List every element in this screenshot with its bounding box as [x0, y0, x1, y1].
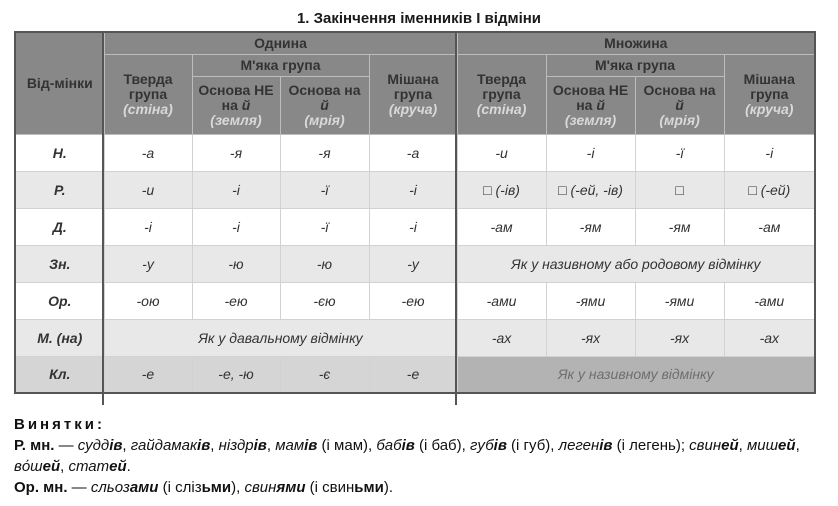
word-ending: ей [721, 437, 739, 454]
merged-note-cell: Як у називному відмінку [457, 356, 815, 393]
word-ending: ей [109, 458, 127, 475]
soft-y-label: Основа на [643, 81, 716, 98]
word-separator: ), [231, 479, 245, 496]
header-cases [15, 32, 104, 134]
letter-y: й [320, 96, 329, 113]
row-nominative [15, 134, 815, 171]
word-stem: губ [469, 437, 494, 454]
declension-table [14, 31, 816, 394]
header-singular [104, 32, 457, 54]
word-ending: ів [304, 437, 318, 454]
instrumental-exceptions [14, 477, 824, 498]
exception-word [244, 479, 305, 496]
word-ending: ей [42, 458, 61, 475]
case-label: Ор. [15, 282, 104, 319]
word-separator: , [60, 458, 69, 475]
ending-cell: -ї [280, 171, 369, 208]
soft-y-label: Основа на [288, 81, 361, 98]
word-ending: ів [197, 437, 211, 454]
case-column-divider [102, 31, 104, 405]
case-label: Кл. [15, 356, 104, 393]
soft-not-y-example: (земля) [210, 111, 262, 128]
ending-cell: -ям [635, 208, 724, 245]
ending-cell: -ї [280, 208, 369, 245]
header-singular-label: Однина [254, 34, 307, 51]
letter-y: й [675, 96, 684, 113]
ending-cell: -ами [457, 282, 546, 319]
header-plural [457, 32, 815, 54]
case-label: Н. [15, 134, 104, 171]
word-separator: , [266, 437, 276, 454]
header-soft-y-sg [280, 76, 369, 134]
word-separator: (і легень); [612, 437, 690, 454]
dash: — [54, 437, 78, 454]
ending-cell: -ею [192, 282, 280, 319]
ending-cell: -ею [369, 282, 457, 319]
ending-cell: -ях [546, 319, 635, 356]
ending-cell: -ю [192, 245, 280, 282]
ending-cell: -е [369, 356, 457, 393]
word-ending: ів [599, 437, 613, 454]
word-ending: ів [401, 437, 415, 454]
word-ending: ів [109, 437, 123, 454]
exception-word [275, 437, 317, 454]
word-stem: леген [558, 437, 600, 454]
ending-cell: -ях [635, 319, 724, 356]
header-mixed-sg [369, 54, 457, 134]
hard-example: (стіна) [476, 100, 527, 117]
hard-example: (стіна) [123, 100, 173, 117]
exception-word [131, 437, 211, 454]
exception-word [470, 437, 507, 454]
exception-word [219, 437, 267, 454]
ending-cell: -я [280, 134, 369, 171]
word-ending: ьми [201, 479, 232, 496]
soft-label: М'яка група [595, 56, 676, 73]
soft-not-y-label: Основа НЕ на [552, 81, 629, 113]
exception-word [747, 437, 796, 454]
row-genitive [15, 171, 815, 208]
word-separator: , [210, 437, 219, 454]
instrumental-word-list [91, 479, 393, 496]
word-stem: судд [77, 437, 110, 454]
word-separator: , [795, 437, 800, 454]
word-stem: сльоз [90, 479, 130, 496]
ending-cell: -ями [546, 282, 635, 319]
ending-cell: -ям [546, 208, 635, 245]
row-vocative [15, 356, 815, 393]
word-stem: баб [376, 437, 402, 454]
word-stem: свин [244, 479, 277, 496]
exception-word [559, 437, 613, 454]
header-hard-pl [457, 54, 546, 134]
word-ending: ів [253, 437, 267, 454]
genitive-plural-label: Р. мн. [14, 437, 55, 454]
exception-word [68, 458, 126, 475]
exception-word [689, 437, 738, 454]
ending-cell: -е [104, 356, 192, 393]
header-soft-y-pl [635, 76, 724, 134]
word-separator: , [122, 437, 131, 454]
header-soft-sg [192, 54, 369, 76]
ending-cell: -ями [635, 282, 724, 319]
ending-cell: -ою [104, 282, 192, 319]
row-locative [15, 319, 815, 356]
ending-cell: -у [369, 245, 457, 282]
mixed-example: (круча) [388, 100, 438, 117]
word-stem: гайдамак [130, 437, 198, 454]
header-hard-sg [104, 54, 192, 134]
row-instrumental [15, 282, 815, 319]
hard-label: Тверда група [476, 70, 527, 102]
ending-cell: -є [280, 356, 369, 393]
ending-cell: -і [369, 208, 457, 245]
ending-cell: -і [546, 134, 635, 171]
number-divider [455, 31, 457, 405]
word-separator: (і мам), [317, 437, 377, 454]
ending-cell: -і [192, 208, 280, 245]
soft-y-example: (мрія) [659, 111, 700, 128]
ending-cell: □ (-ей) [724, 171, 815, 208]
ending-cell: □ [635, 171, 724, 208]
word-stem: миш [746, 437, 779, 454]
word-stem: ніздр [218, 437, 254, 454]
table-title: 1. Закінчення іменників I відміни [296, 10, 542, 27]
ending-cell: -і [104, 208, 192, 245]
ending-cell: -ами [724, 282, 815, 319]
case-label: Д. [15, 208, 104, 245]
soft-label: М'яка група [240, 56, 321, 73]
mixed-example: (круча) [745, 100, 794, 117]
soft-not-y-example: (земля) [564, 111, 617, 128]
letter-y: й [596, 96, 605, 113]
case-label: Р. [15, 171, 104, 208]
exception-word [14, 458, 60, 475]
ending-cell: -а [369, 134, 457, 171]
word-separator: (і сліз [158, 479, 202, 496]
mixed-label: Мішана група [387, 70, 439, 102]
ending-cell: -єю [280, 282, 369, 319]
word-ending: ей [778, 437, 796, 454]
word-stem: вόш [14, 458, 43, 475]
exceptions-heading: Винятки: [14, 416, 105, 433]
soft-not-y-label: Основа НЕ на [198, 81, 274, 113]
header-soft-not-y-sg [192, 76, 280, 134]
case-label: Зн. [15, 245, 104, 282]
word-separator: . [126, 458, 131, 475]
word-stem: мам [275, 437, 305, 454]
ending-cell: □ (-ей, -ів) [546, 171, 635, 208]
ending-cell: -ам [724, 208, 815, 245]
word-separator: (і баб), [414, 437, 470, 454]
ending-cell: □ (-ів) [457, 171, 546, 208]
genitive-exceptions [14, 435, 824, 477]
exception-word [376, 437, 414, 454]
case-label: М. (на) [15, 319, 104, 356]
ending-cell: -і [369, 171, 457, 208]
mixed-label: Мішана група [743, 70, 795, 102]
exceptions-block [14, 414, 824, 498]
word-ending: ами [129, 479, 159, 496]
merged-note-cell: Як у називному або родовому відмінку [457, 245, 815, 282]
exception-word [91, 479, 159, 496]
word-separator: (і губ), [506, 437, 559, 454]
dash: — [67, 479, 91, 496]
ending-cell: -і [192, 171, 280, 208]
ending-cell: -ах [724, 319, 815, 356]
genitive-word-list [14, 437, 800, 475]
word-ending: ями [276, 479, 306, 496]
ending-cell: -и [457, 134, 546, 171]
ending-cell: -ю [280, 245, 369, 282]
word-stem: стат [68, 458, 110, 475]
word-ending: ьми [354, 479, 384, 496]
ending-cell: -ах [457, 319, 546, 356]
row-dative [15, 208, 815, 245]
word-stem: свин [689, 437, 722, 454]
merged-note-cell: Як у давальному відмінку [104, 319, 457, 356]
word-ending: ів [493, 437, 507, 454]
ending-cell: -ам [457, 208, 546, 245]
word-separator: ). [383, 479, 394, 496]
ending-cell: -а [104, 134, 192, 171]
letter-y: й [241, 96, 251, 113]
instrumental-plural-label: Ор. мн. [14, 479, 68, 496]
soft-y-example: (мрія) [304, 111, 345, 128]
ending-cell: -у [104, 245, 192, 282]
header-mixed-pl [724, 54, 815, 134]
ending-cell: -е, -ю [192, 356, 280, 393]
row-accusative [15, 245, 815, 282]
ending-cell: -я [192, 134, 280, 171]
header-soft-pl [546, 54, 724, 76]
header-soft-not-y-pl [546, 76, 635, 134]
exception-word [78, 437, 123, 454]
header-plural-label: Множина [604, 34, 668, 51]
hard-label: Тверда група [123, 70, 173, 102]
ending-cell: -и [104, 171, 192, 208]
header-cases-label: Від-мінки [26, 74, 93, 91]
word-separator: (і свин [305, 479, 355, 496]
ending-cell: -і [724, 134, 815, 171]
word-separator: , [738, 437, 747, 454]
ending-cell: -ї [635, 134, 724, 171]
